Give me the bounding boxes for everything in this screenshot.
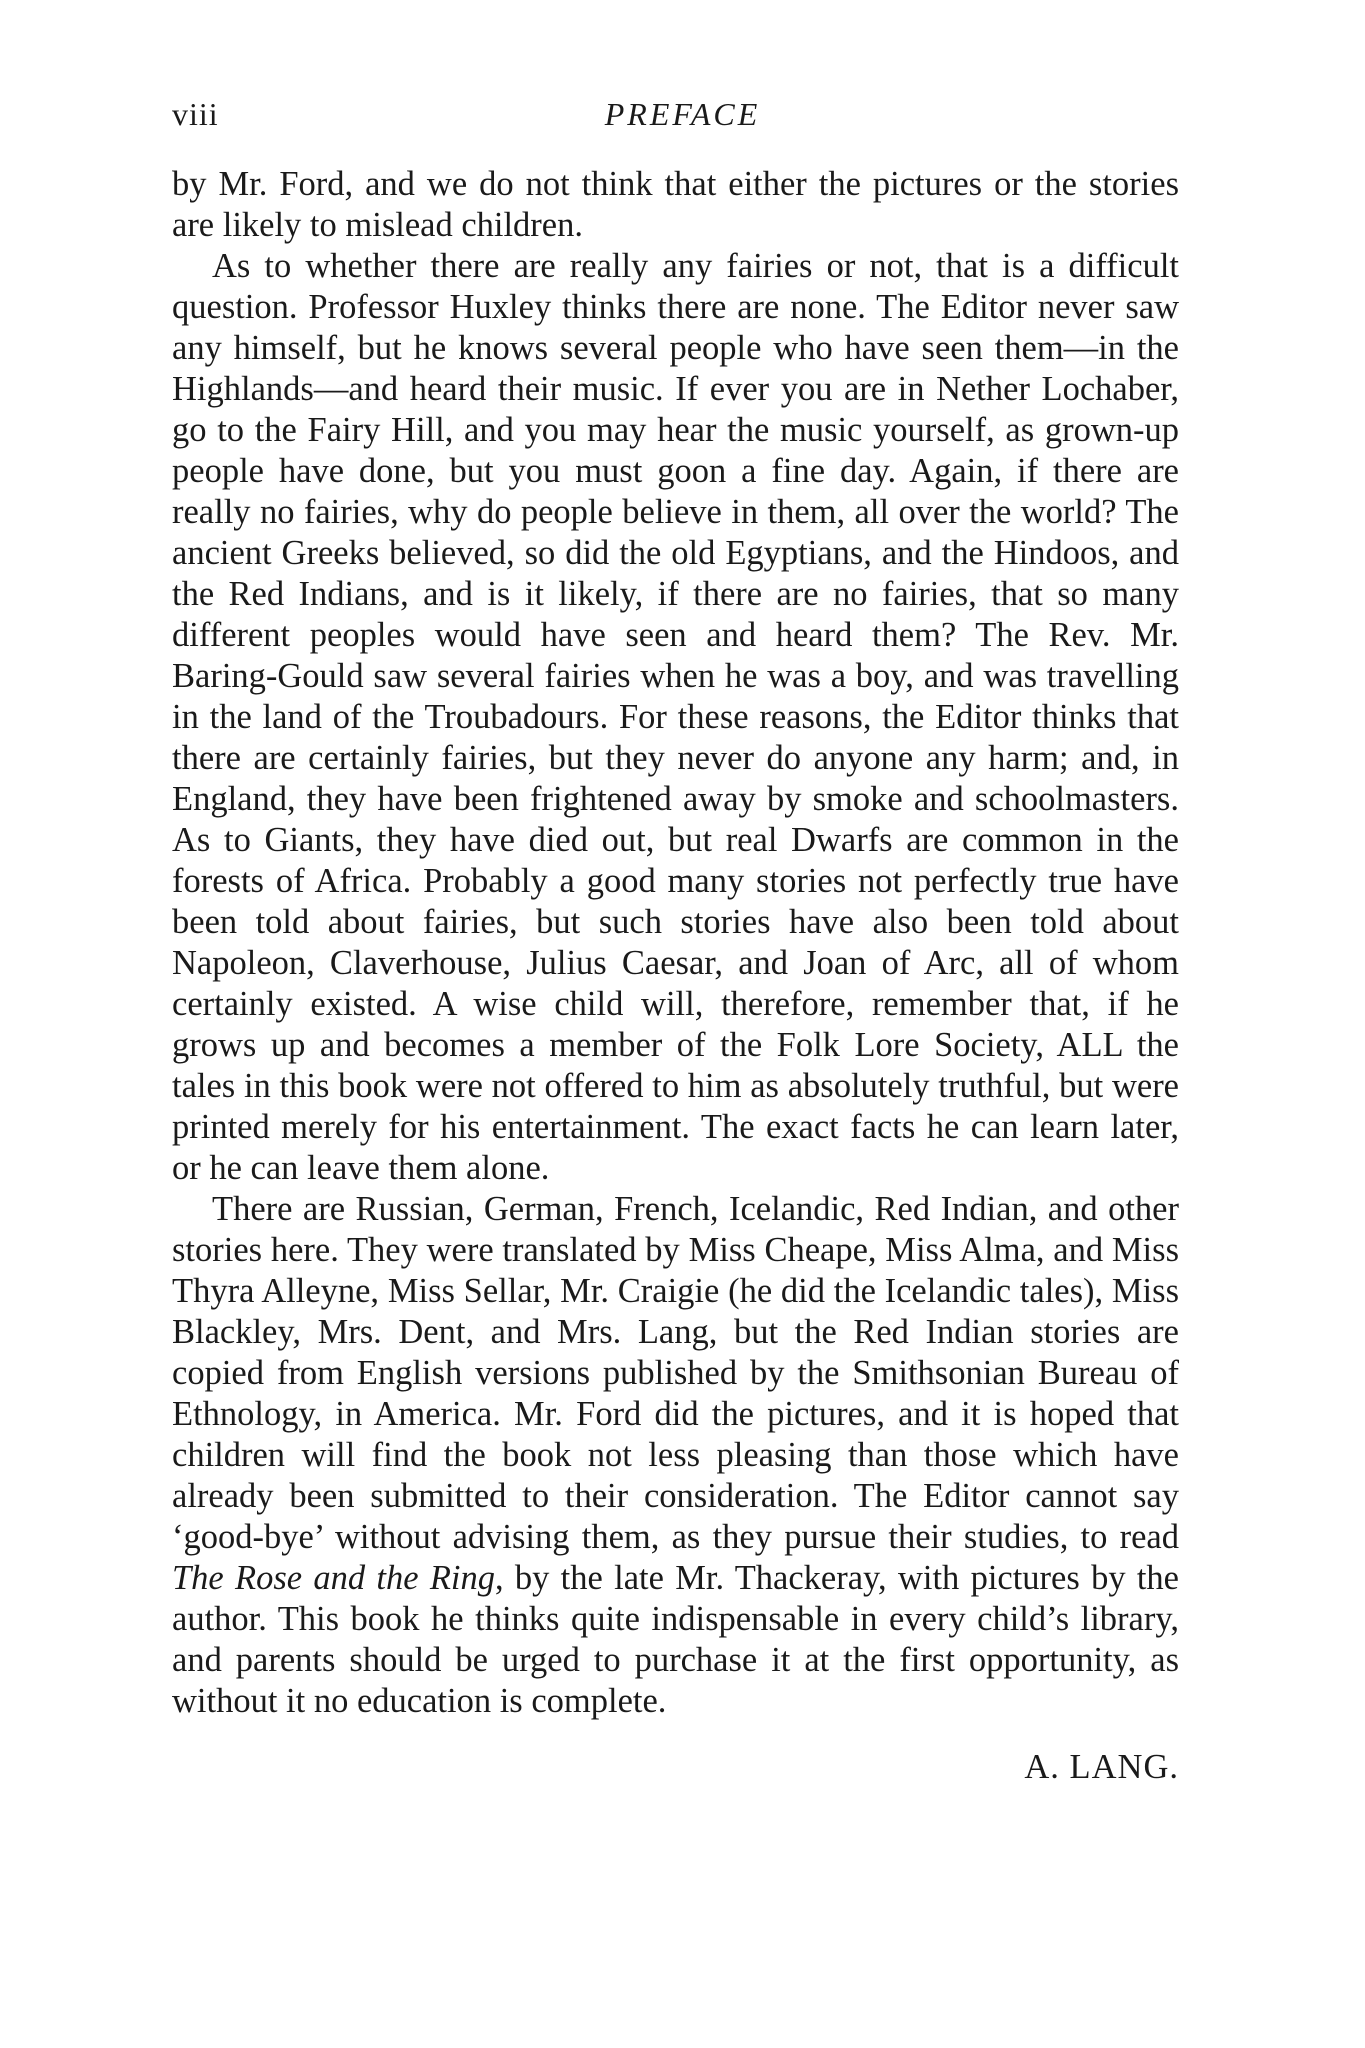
book-title: The Rose and the Ring <box>172 1559 495 1597</box>
paragraph-3 <box>172 1189 1179 1722</box>
preface-body <box>172 164 1179 1722</box>
paragraph-3-text-before: There are Russian, German, French, Icelandic, Red Indian, and other stories here. They were translated by Miss Cheape, Miss Alma, and Miss Thyra Alleyne, Miss Sellar, Mr. Craigie (he did the Icelandic tales), Miss Blackley, Mrs. Dent, and Mrs. Lang, but the Red Indian stories are copied from English versions published by the Smithsonian Bureau of Ethnology, in America. Mr. Ford did the pictures, and it is hoped that children will find the book not less pleasing than those which have already been submitted to their consideration. The Editor cannot say ‘good-bye’ without advising them, as they pursue their studies, to read <box>172 1190 1179 1556</box>
running-head <box>172 96 1193 140</box>
paragraph-1: by Mr. Ford, and we do not think that either the pictures or the stories are likely to mislead children. <box>172 165 1179 244</box>
paragraph-3-text-after: , by the late Mr. Thackeray, with pictures by the author. This book he thinks quite indispensable in every child’s library, and parents should be urged to purchase it at the first opportunity, as without it no education is complete. <box>172 1559 1179 1720</box>
page-number: viii <box>172 96 219 132</box>
paragraph-2: As to whether there are really any fairies or not, that is a difficult question. Professor Huxley thinks there are none. The Editor never saw any himself, but he knows several people who have seen them—in the Highlands—and heard their music. If ever you are in Nether Lochaber, go to the Fairy Hill, and you may hear the music yourself, as grown-up people have done, but you must goon a fine day. Again, if there are really no fairies, why do people believe in them, all over the world? The ancient Greeks believed, so did the old Egyptians, and the Hindoos, and the Red Indians, and is it likely, if there are no fairies, that so many different peoples would have seen and heard them? The Rev. Mr. Baring-Gould saw several fairies when he was a boy, and was travelling in the land of the Troubadours. For these reasons, the Editor thinks that there are certainly fairies, but they never do anyone any harm; and, in England, they have been frightened away by smoke and schoolmasters. As to Giants, they have died out, but real Dwarfs are common in the forests of Africa. Probably a good many stories not perfectly true have been told about fairies, but such stories have also been told about Napoleon, Claverhouse, Julius Caesar, and Joan of Arc, all of whom certainly existed. A wise child will, therefore, remember that, if he grows up and becomes a member of the Folk Lore Society, ALL the tales in this book were not offered to him as absolutely truthful, but were printed merely for his entertainment. The exact facts he can learn later, or he can leave them alone. <box>172 247 1179 1187</box>
author-signature: A. LANG. <box>1024 1748 1179 1786</box>
running-title: PREFACE <box>604 96 761 132</box>
